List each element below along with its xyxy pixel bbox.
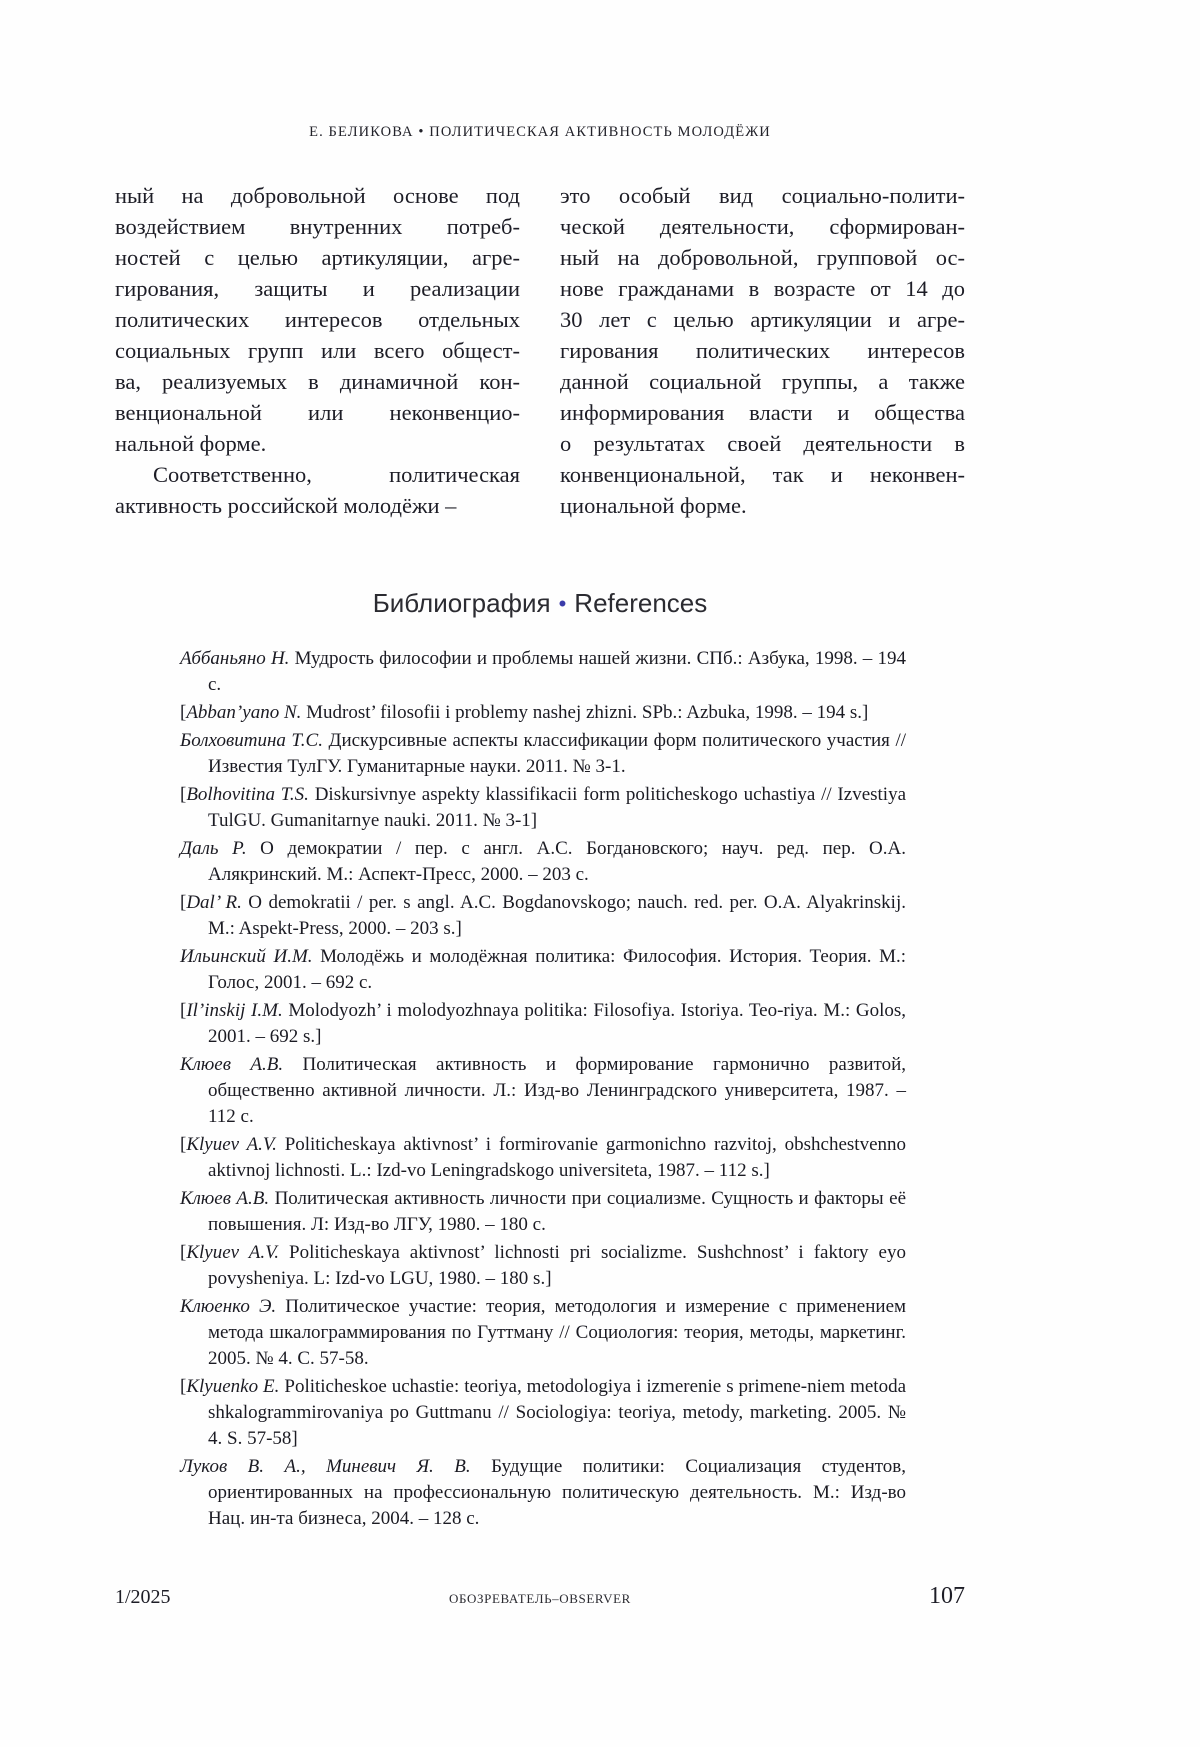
- reference-item: [180, 1186, 906, 1238]
- text-line: данной социальной группы, а также: [560, 369, 965, 394]
- reference-author: Ильинский И.М.: [180, 946, 313, 967]
- text-line: ный на добровольной основе под: [115, 183, 520, 208]
- reference-author: Bolhovitina T.S.: [186, 784, 309, 805]
- reference-item: [180, 700, 906, 726]
- bibliography-title-ru: Библиография: [372, 588, 551, 618]
- journal-name: ОБОЗРЕВАТЕЛЬ–OBSERVER: [449, 1591, 631, 1606]
- text-line: активность российской молодёжи –: [115, 493, 457, 518]
- text-line: политических интересов отдельных: [115, 307, 520, 332]
- reference-text: Политическая активность личности при социализме. Сущность и факторы её повышения. Л: Изд-во ЛГУ, 1980. – 180 с.: [208, 1188, 906, 1235]
- reference-text: Politicheskaya aktivnost’ i formirovanie garmonichno razvitoj, obshchestvenno aktivnoj lichnosti. L.: Izd-vo Leningradskogo universiteta, 1987. – 112 s.]: [208, 1134, 906, 1181]
- body-columns: [115, 180, 965, 521]
- reference-text: О демократии / пер. с англ. А.С. Богдановского; науч. ред. пер. О.А. Алякринский. М.: Аспект-Пресс, 2000. – 203 с.: [208, 838, 906, 885]
- reference-author: Klyuev A.V.: [186, 1134, 277, 1155]
- references-list: [180, 646, 906, 1534]
- reference-text: Молодёжь и молодёжная политика: Философия. История. Теория. М.: Голос, 2001. – 692 с.: [208, 946, 906, 993]
- text-line: венциональной или неконвенцио-: [115, 400, 520, 425]
- reference-author: Даль Р.: [180, 838, 247, 859]
- text-line: нальной форме.: [115, 431, 267, 456]
- reference-text: Мудрость философии и проблемы нашей жизни. СПб.: Азбука, 1998. – 194 с.: [208, 648, 907, 695]
- reference-item: [180, 782, 906, 834]
- reference-prefix: [: [180, 1134, 187, 1155]
- reference-text: Политическое участие: теория, методология и измерение с применением метода шкалограммирования по Гуттману // Социология: теория, методы, маркетинг. 2005. № 4. С. 57-58.: [208, 1296, 907, 1369]
- text-line: гирования политических интересов: [560, 338, 965, 363]
- reference-text: O demokratii / per. s angl. A.C. Bogdanovskogo; nauch. red. per. O.A. Alyakrinskij. M.: Aspekt-Press, 2000. – 203 s.]: [208, 892, 906, 939]
- reference-text: Politicheskaya aktivnost’ lichnosti pri socializme. Sushchnost’ i faktory eyo povysheniya. L: Izd-vo LGU, 1980. – 180 s.]: [208, 1242, 906, 1289]
- reference-prefix: [: [180, 1000, 187, 1021]
- bibliography-title-en: References: [574, 588, 708, 618]
- reference-item: [180, 728, 906, 780]
- text-line: Соответственно, политическая: [153, 462, 520, 487]
- reference-item: [180, 944, 906, 996]
- reference-item: [180, 1374, 906, 1452]
- text-line: ный на добровольной, групповой ос-: [560, 245, 965, 270]
- text-line: нове гражданами в возрасте от 14 до: [560, 276, 965, 301]
- reference-text: Politicheskoe uchastie: teoriya, metodologiya i izmerenie s primene-niem metoda shkalogrammirovaniya po Guttmanu // Sociologiya: teoriya, metody, marketing. 2005. № 4. S. 57-58]: [208, 1376, 907, 1449]
- reference-text: Diskursivnye aspekty klassifikacii form politicheskogo uchastiya // Izvestiya TulGU. Gumanitarnye nauki. 2011. № 3-1]: [208, 784, 907, 831]
- text-line: ностей с целью артикуляции, агре-: [115, 245, 520, 270]
- text-line: ва, реализуемых в динамичной кон-: [115, 369, 520, 394]
- reference-item: [180, 998, 906, 1050]
- reference-author: Аббаньяно Н.: [180, 648, 290, 669]
- reference-author: Klyuenko E.: [186, 1376, 280, 1397]
- reference-prefix: [: [180, 702, 187, 723]
- reference-prefix: [: [180, 784, 187, 805]
- issue-number: 1/2025: [115, 1586, 171, 1608]
- reference-item: [180, 1052, 906, 1130]
- reference-item: [180, 1454, 906, 1532]
- reference-author: Клюев А.В.: [180, 1054, 284, 1075]
- right-column: [560, 180, 965, 521]
- reference-item: [180, 890, 906, 942]
- reference-author: Dal’ R.: [186, 892, 242, 913]
- running-head: Е. БЕЛИКОВА • ПОЛИТИЧЕСКАЯ АКТИВНОСТЬ МОЛОДЁЖИ: [309, 124, 771, 140]
- text-line: информирования власти и общества: [560, 400, 965, 425]
- reference-prefix: [: [180, 1242, 187, 1263]
- text-line: гирования, защиты и реализации: [115, 276, 520, 301]
- bibliography-heading: [115, 588, 965, 619]
- reference-author: Клюев А.В.: [180, 1188, 270, 1209]
- reference-text: Molodyozh’ i molodyozhnaya politika: Filosofiya. Istoriya. Teo-riya. M.: Golos, 2001. – 692 s.]: [208, 1000, 907, 1047]
- text-line: 30 лет с целью артикуляции и агре-: [560, 307, 965, 332]
- reference-item: [180, 1132, 906, 1184]
- reference-author: Il’inskij I.M.: [186, 1000, 283, 1021]
- reference-author: Луков В. А., Миневич Я. В.: [180, 1456, 471, 1477]
- text-line: это особый вид социально-полити-: [560, 183, 965, 208]
- reference-text: Политическая активность и формирование гармонично развитой, общественно активной личности. Л.: Изд-во Ленинградского университета, 1987. – 112 с.: [208, 1054, 906, 1127]
- reference-author: Abban’yano N.: [186, 702, 302, 723]
- text-line: о результатах своей деятельности в: [560, 431, 965, 456]
- text-line: воздействием внутренних потреб-: [115, 214, 520, 239]
- reference-prefix: [: [180, 892, 187, 913]
- reference-text: Mudrost’ filosofii i problemy nashej zhizni. SPb.: Azbuka, 1998. – 194 s.]: [306, 702, 869, 723]
- text-line: социальных групп или всего общест-: [115, 338, 520, 363]
- bullet-icon: •: [558, 591, 567, 616]
- reference-author: Klyuev A.V.: [186, 1242, 279, 1263]
- reference-item: [180, 1294, 906, 1372]
- text-line: циональной форме.: [560, 493, 747, 518]
- reference-item: [180, 646, 906, 698]
- reference-prefix: [: [180, 1376, 187, 1397]
- reference-text: Будущие политики: Социализация студентов, ориентированных на профессиональную политическую деятельность. М.: Изд-во Нац. ин-та бизнеса, 2004. – 128 с.: [208, 1456, 907, 1529]
- page-number: 107: [929, 1583, 965, 1609]
- reference-author: Клюенко Э.: [180, 1296, 277, 1317]
- left-column: [115, 180, 520, 521]
- reference-item: [180, 836, 906, 888]
- reference-text: Дискурсивные аспекты классификации форм политического участия // Известия ТулГУ. Гуманитарные науки. 2011. № 3-1.: [208, 730, 906, 777]
- text-line: конвенциональной, так и неконвен-: [560, 462, 965, 487]
- page-footer: [115, 1583, 965, 1617]
- reference-author: Болховитина Т.С.: [180, 730, 323, 751]
- reference-item: [180, 1240, 906, 1292]
- text-line: ческой деятельности, сформирован-: [560, 214, 965, 239]
